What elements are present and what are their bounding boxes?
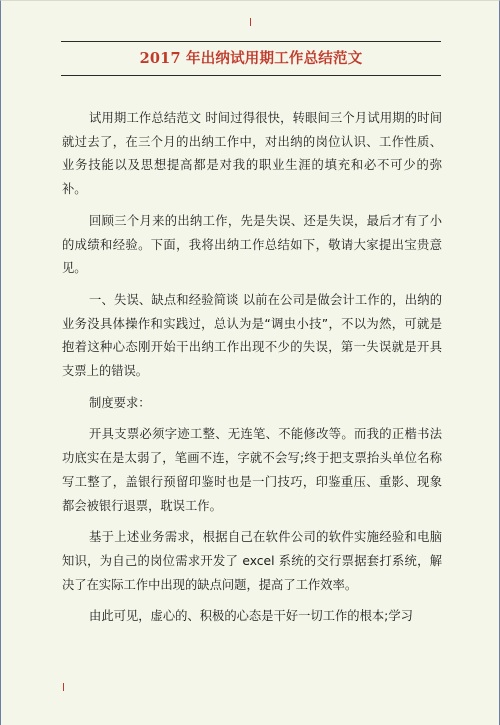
paragraph-review: 回顾三个月来的出纳工作，先是失误、还是失误，最后才有了小的成绩和经验。下面，我将出纳工作总结如下，敬请大家提出宝贵意见。 [62, 213, 442, 276]
paragraph-intro: 试用期工作总结范文 时间过得很快，转眼间三个月试用期的时间就过去了，在三个月的出纳工作中，对出纳的岗位认识、工作性质、业务技能以及思想提高都是对我的职业生涯的填充和必不可少的弥补。 [62, 111, 442, 197]
footer-mark [63, 683, 64, 691]
document-title: 2017 年出纳试用期工作总结范文 [139, 50, 363, 67]
paragraph-rules-heading: 制度要求： [89, 395, 151, 410]
title-bottom-rule [61, 75, 441, 76]
paragraph-conclusion: 由此可见，虚心的、积极的心态是干好一切工作的根本;学习 [89, 609, 413, 624]
paragraph-check-writing: 开具支票必须字迹工整、无连笔、不能修改等。而我的正楷书法功底实在是太弱了，笔画不连，字就不会写;终于把支票抬头单位名称写工整了，盖银行预留印鉴时也是一门技巧，印鉴重压、重影、现象都会被银行退票，耽误工作。 [62, 427, 442, 513]
document-body [62, 107, 442, 637]
paragraph-excel-system: 基于上述业务需求，根据自己在软件公司的软件实施经验和电脑知识，为自己的岗位需求开发了 excel 系统的交行票据套打系统，解决了在实际工作中出现的缺点问题，提高了工作效率。 [62, 530, 442, 592]
paragraph-mistakes: 一、失误、缺点和经验简谈 以前在公司是做会计工作的，出纳的业务没具体操作和实践过，总认为是“调虫小技”，不以为然，可就是抱着这种心态刚开始干出纳工作出现不少的失误，第一失误就是开具支票上的错误。 [62, 292, 442, 379]
header-mark [250, 18, 251, 26]
title-top-rule [61, 41, 441, 42]
